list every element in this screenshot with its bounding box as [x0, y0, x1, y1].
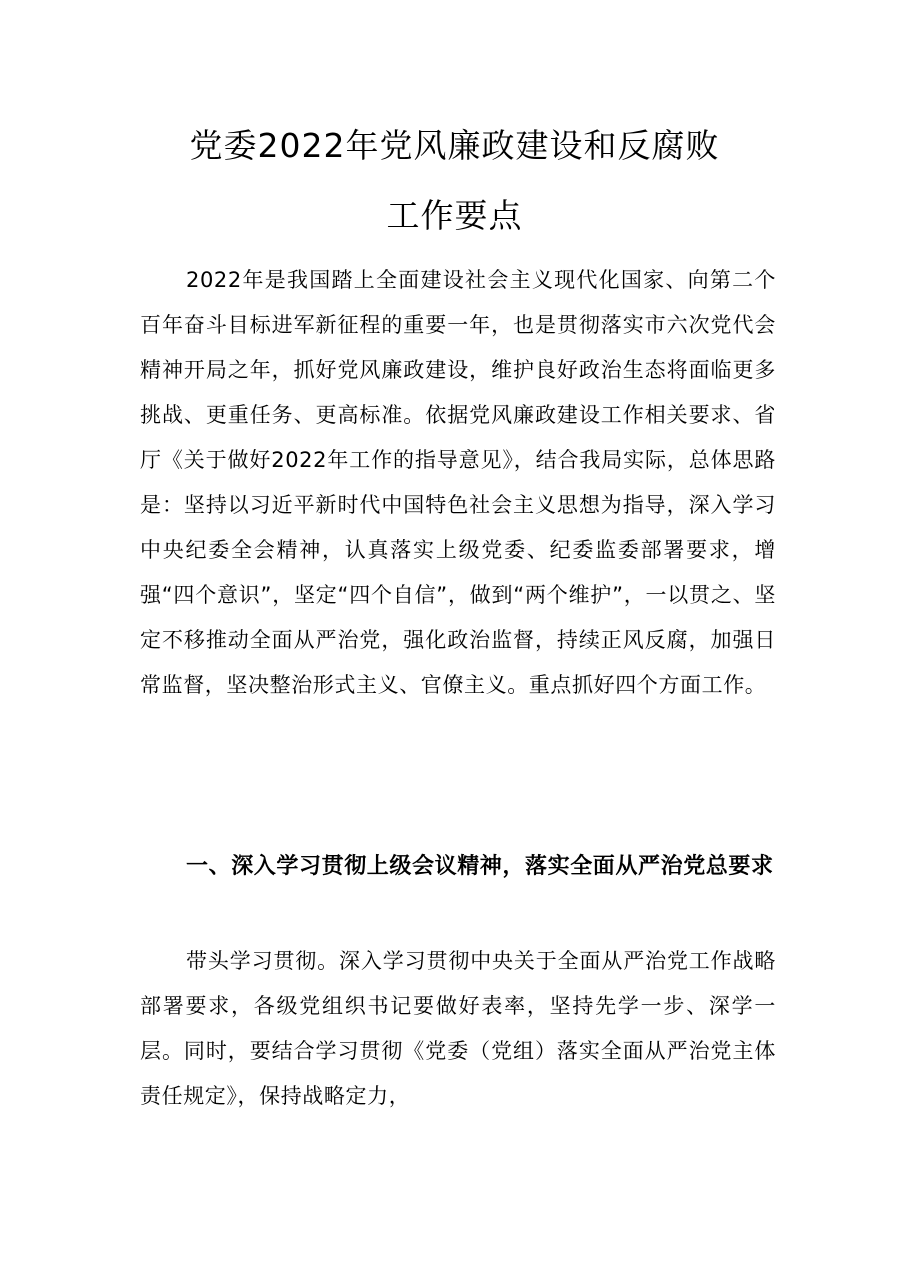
intro-paragraph: 2022年是我国踏上全面建设社会主义现代化国家、向第二个百年奋斗目标进军新征程的重要一年，也是贯彻落实市六次党代会精神开局之年，抓好党风廉政建设，维护良好政治生态将面临更多挑战、更重任务、更高标准。依据党风廉政建设工作相关要求、省厅《关于做好2022年工作的指导意见》，结合我局实际，总体思路是：坚持以习近平新时代中国特色社会主义思想为指导，深入学习中央纪委全会精神，认真落实上级党委、纪委监委部署要求，增强“四个意识”，坚定“四个自信”，做到“两个维护”，一以贯之、坚定不移推动全面从严治党，强化政治监督，持续正风反腐，加强日常监督，坚决整治形式主义、官僚主义。重点抓好四个方面工作。: [140, 268, 776, 697]
section-1-paragraph-block: [140, 939, 776, 1119]
document-title-line-1: 党委2022年党风廉政建设和反腐败: [189, 126, 720, 165]
section-1-paragraph: 带头学习贯彻。深入学习贯彻中央关于全面从严治党工作战略部署要求，各级党组织书记要做好表率，坚持先学一步、深学一层。同时，要结合学习贯彻《党委（党组）落实全面从严治党主体责任规定》，保持战略定力，: [140, 949, 776, 1108]
section-1-heading-block: [140, 843, 776, 891]
document-title-line-2: 工作要点: [386, 196, 523, 235]
section-1-heading: 一、深入学习贯彻上级会议精神，落实全面从严治党总要求: [186, 854, 774, 879]
intro-paragraph-block: [140, 258, 776, 708]
